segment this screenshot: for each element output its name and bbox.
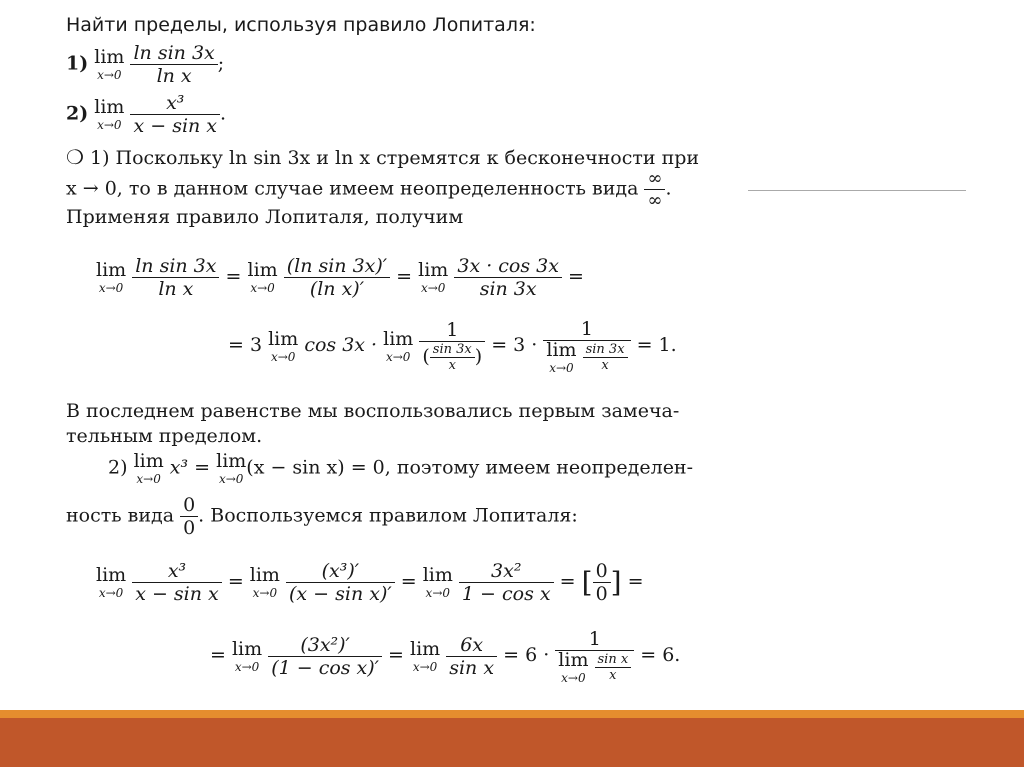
solution-1-text-1: 1) Поскольку ln sin 3x и ln x стремятся к бесконечности при	[89, 147, 700, 169]
solution-2-line-2: ность вида $\frac{0}{0}$ . Воспользуемся правилом Лопиталя:	[66, 494, 578, 539]
task-2-fraction	[130, 92, 220, 137]
equation-2	[228, 318, 677, 374]
solution-1-line-3: Применяя правило Лопиталя, получим	[66, 206, 464, 228]
tail-term: = 1.	[636, 334, 677, 356]
task-2-end: .	[220, 102, 227, 125]
zero-over-zero: $\frac{0}{0}$	[180, 494, 198, 539]
limit: lim x→0	[247, 259, 278, 295]
inf-over-inf	[644, 168, 665, 211]
equation-4: = lim x→0 $\frac{\text{(3x²)′}}{\text{(1 − cos x)′}}$ = lim x→0 $\frac{6x}{\text{sin x}}$ = 6 · 1 lim x→0 $\frac{\text{sin x}}{x}$ = 6.	[210, 628, 681, 685]
fraction-numerator: x³	[166, 92, 185, 114]
remark-line-2: тельным пределом.	[66, 425, 263, 447]
equals-sign: =	[396, 265, 413, 288]
equals-sign: =	[225, 265, 242, 288]
solution-1-end: .	[665, 177, 672, 200]
lim-subscript: x→0	[97, 68, 122, 82]
solution-1-text-2: x → 0, то в данном случае имеем неопределенность вида	[66, 177, 639, 200]
fraction-numerator: ∞	[647, 168, 663, 189]
fraction: $\frac{3x \cdot \cos 3x}{\sin 3x}$	[454, 255, 562, 300]
task-1-number: 1)	[66, 52, 89, 75]
fraction-numerator: ln sin 3x	[133, 42, 215, 64]
solution-1-line-2	[66, 168, 672, 211]
mid-term: = 3 ·	[491, 334, 538, 356]
lim-word: lim	[94, 96, 125, 118]
task-2-limit	[94, 98, 124, 131]
footer-band-light	[0, 710, 1024, 718]
lim-word: lim	[94, 46, 125, 68]
cos-term: cos 3x ·	[304, 334, 378, 356]
fraction: 1 ( $\frac{\sin 3x}{x}$ )	[419, 319, 485, 373]
task-1	[66, 42, 224, 87]
equation-1	[96, 255, 584, 300]
equation-3: lim x→0 $\frac{\text{x³}}{\text{x − sin x}}$ = lim x→0 $\frac{\text{(x³)′}}{\text{(x − sin x)′}}$ = lim x→0 $\frac{\text{3x²}}{\text{1 − cos x}}$ = [ $\frac{0}{0}$ ] =	[96, 560, 644, 605]
footer-band-dark	[0, 718, 1024, 767]
limit: lim x→0	[96, 259, 127, 295]
solution-2-line-1: 2) lim x→0 x³ = lim x→0 (x − sin x) = 0, поэтому имеем неопределен-	[108, 450, 694, 486]
solution-1-line-1	[66, 145, 699, 169]
fraction-denominator: x − sin x	[130, 114, 220, 137]
fraction: 1 lim x→0 $\frac{\sin 3x}{x}$	[543, 318, 630, 374]
lim-subscript: x→0	[97, 118, 122, 132]
fraction-denominator: ln x	[130, 64, 217, 87]
equals-sign: =	[568, 265, 584, 288]
remark-line-1: В последнем равенстве мы воспользовались первым замеча-	[66, 400, 680, 422]
limit: lim x→0	[418, 259, 449, 295]
limit: lim x→0	[268, 327, 299, 364]
divider-line	[748, 190, 966, 191]
page-header: Найти пределы, используя правило Лопиталя:	[66, 14, 536, 36]
bullet-icon: ❍	[66, 145, 84, 169]
fraction: $\frac{\text{(ln sin 3x)′}}{\text{(ln x)′}}$	[284, 255, 390, 300]
task-2-number: 2)	[66, 102, 89, 125]
fraction: $\frac{\text{ln sin 3x}}{\text{ln x}}$	[132, 255, 219, 300]
task-2	[66, 92, 226, 137]
lead-term: = 3	[228, 334, 263, 356]
task-1-limit	[94, 48, 124, 81]
limit: lim x→0	[383, 327, 414, 364]
task-1-end: ;	[217, 52, 225, 75]
task-1-fraction	[130, 42, 217, 87]
fraction-denominator: ∞	[644, 189, 665, 211]
